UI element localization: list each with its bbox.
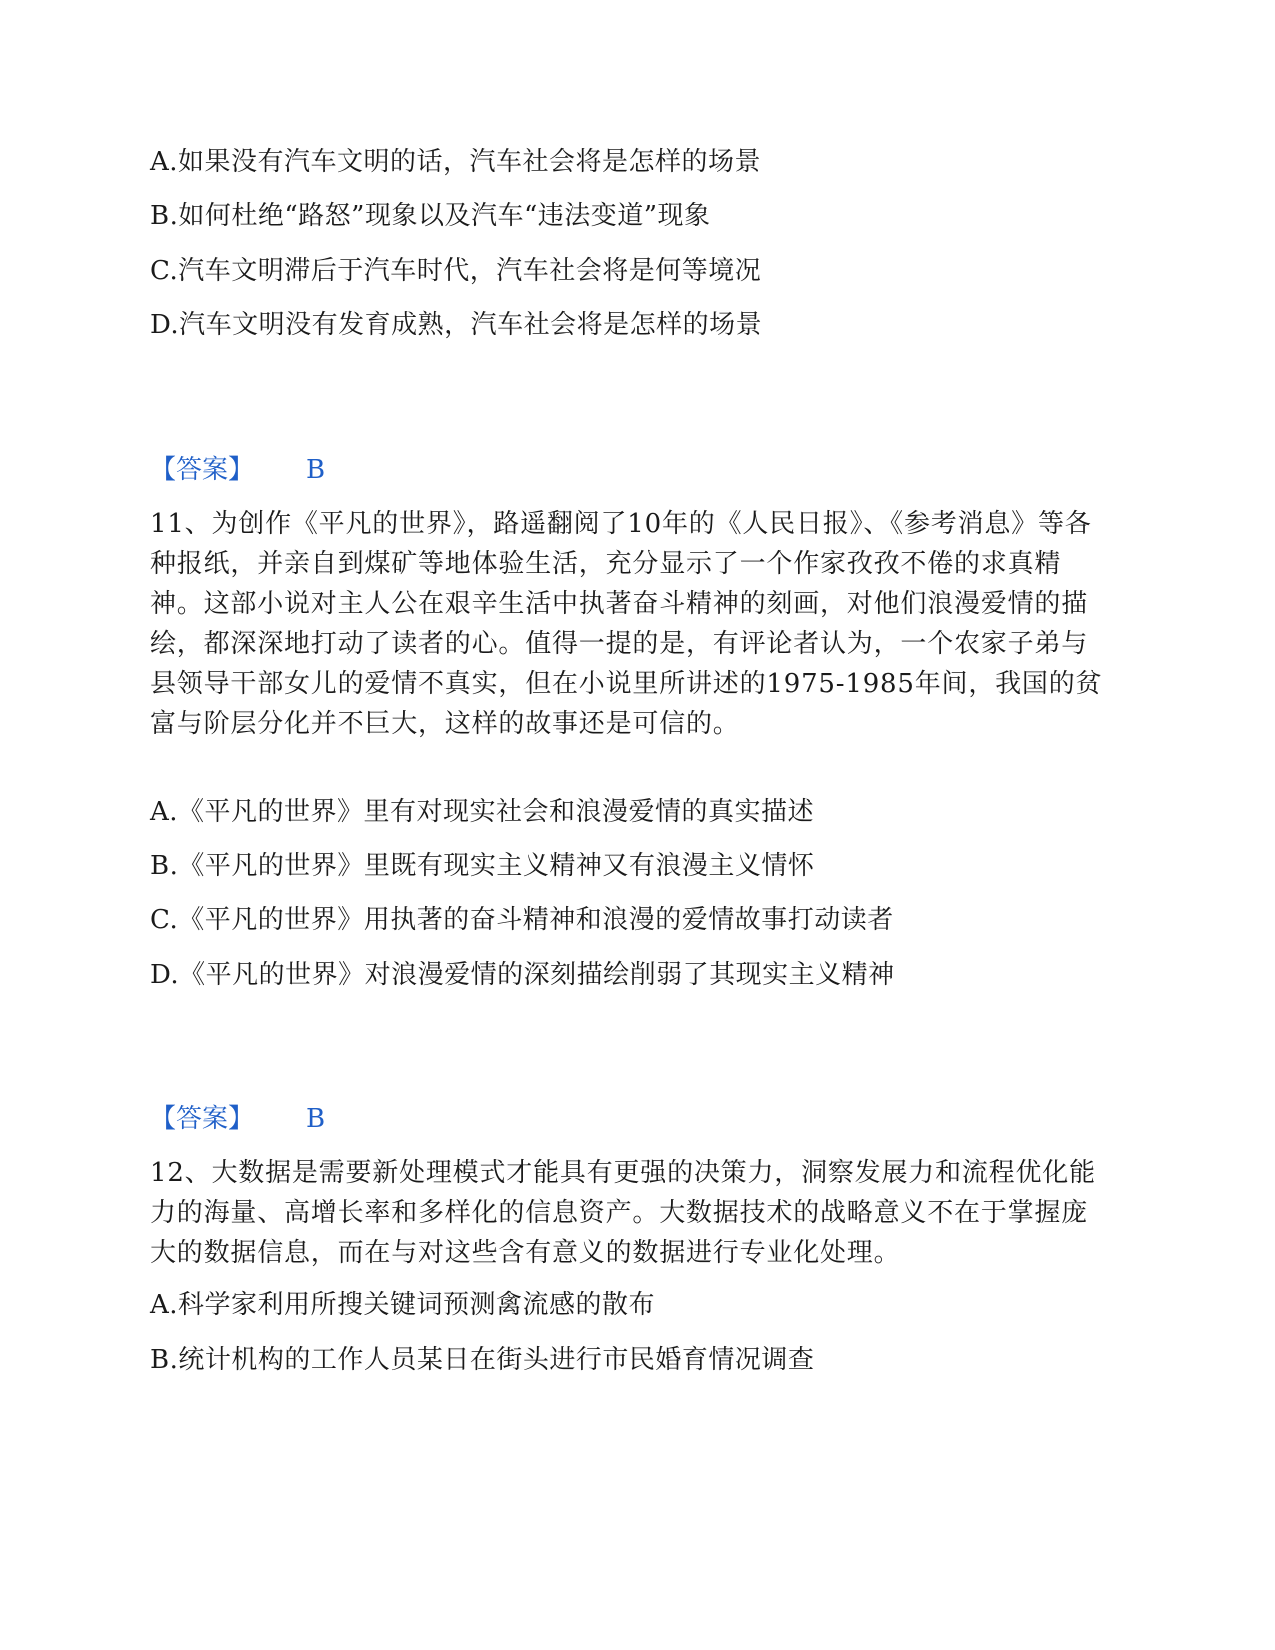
- q11-option-b: B.《平凡的世界》里既有现实主义精神又有浪漫主义情怀: [150, 851, 815, 881]
- q12-option-b: B.统计机构的工作人员某日在街头进行市民婚育情况调查: [150, 1345, 815, 1375]
- q10-option-b: B.如何杜绝“路怒”现象以及汽车“违法变道”现象: [150, 201, 711, 231]
- q12-option-a: A.科学家利用所搜关键词预测禽流感的散布: [150, 1290, 656, 1320]
- answer-label: 【答案】: [150, 455, 255, 485]
- answer-value: B: [306, 455, 326, 485]
- q11-option-a: A.《平凡的世界》里有对现实社会和浪漫爱情的真实描述: [150, 797, 815, 827]
- q10-option-a: A.如果没有汽车文明的话，汽车社会将是怎样的场景: [150, 147, 762, 177]
- q11-option-d: D.《平凡的世界》对浪漫爱情的深刻描绘削弱了其现实主义精神: [150, 960, 895, 990]
- q12-stem: 12、大数据是需要新处理模式才能具有更强的决策力，洞察发展力和流程优化能力的海量、高增长率和多样化的信息资产。大数据技术的战略意义不在于掌握庞大的数据信息，而在与对这些含有意义的数据进行专业化处理。: [150, 1158, 1096, 1268]
- q11-stem: 11、为创作《平凡的世界》，路遥翻阅了10年的《人民日报》、《参考消息》等各种报纸，并亲自到煤矿等地体验生活，充分显示了一个作家孜孜不倦的求真精神。这部小说对主人公在艰辛生活中执著奋斗精神的刻画，对他们浪漫爱情的描绘，都深深地打动了读者的心。值得一提的是，有评论者认为，一个农家子弟与县领导干部女儿的爱情不真实，但在小说里所讲述的1975-1985年间，我国的贫富与阶层分化并不巨大，这样的故事还是可信的。: [150, 509, 1103, 739]
- answer-value: B: [306, 1104, 326, 1134]
- answer-label: 【答案】: [150, 1104, 255, 1134]
- q11-answer: [150, 1104, 325, 1134]
- q10-answer: [150, 455, 325, 485]
- q10-option-c: C.汽车文明滞后于汽车时代，汽车社会将是何等境况: [150, 256, 762, 286]
- q10-option-d: D.汽车文明没有发育成熟，汽车社会将是怎样的场景: [150, 310, 763, 340]
- q11-option-c: C.《平凡的世界》用执著的奋斗精神和浪漫的爱情故事打动读者: [150, 905, 894, 935]
